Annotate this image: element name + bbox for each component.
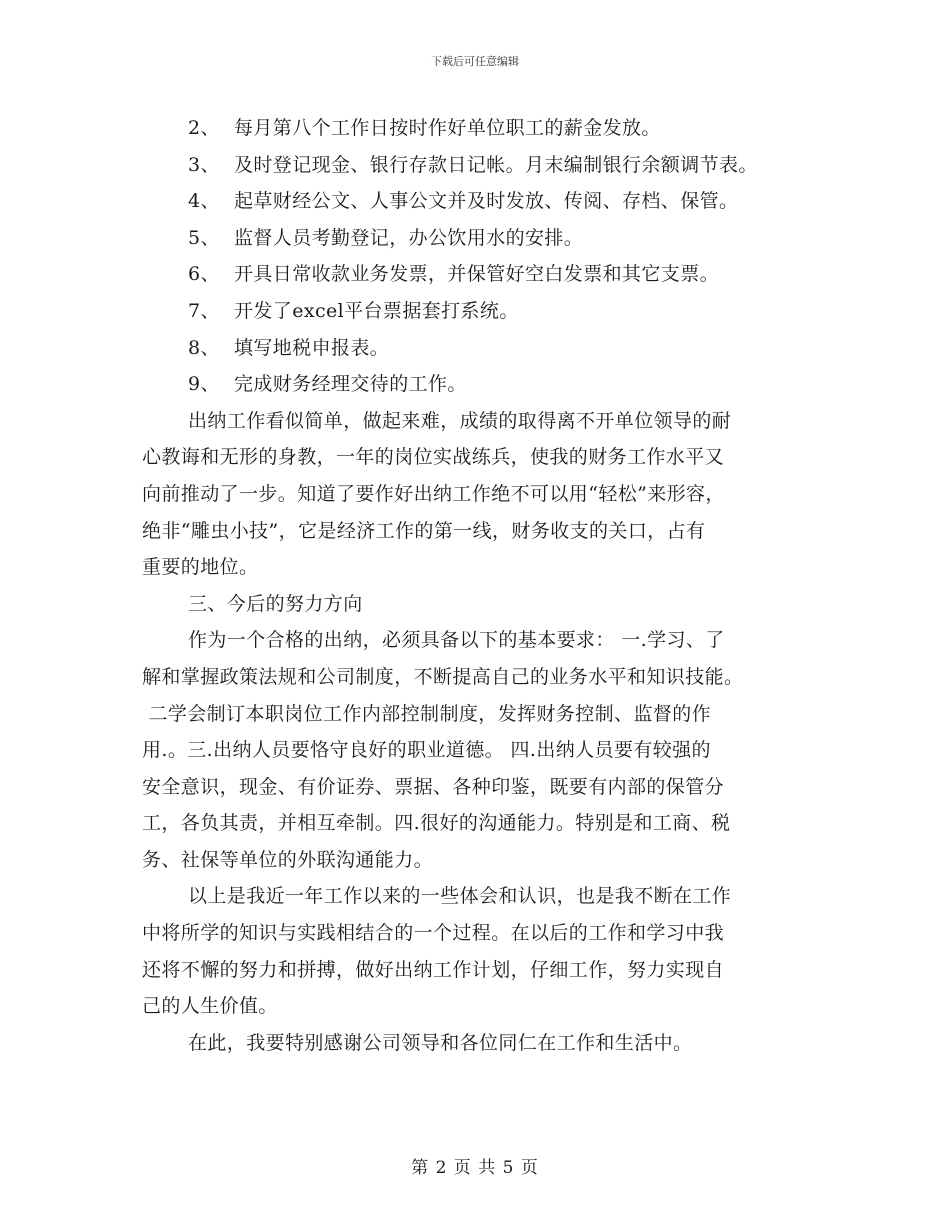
paragraph-line: 以上是我近一年工作以来的一些体会和认识，也是我不断在工作 (188, 885, 732, 908)
page-number-footer: 第 2 页 共 5 页 (411, 1158, 539, 1178)
page-header: 下载后可任意编辑 (431, 55, 519, 68)
paragraph-line: 绝非“雕虫小技”，它是经济工作的第一线，财务收支的关口，占有 (142, 519, 706, 542)
list-item: 9、 完成财务经理交待的工作。 (188, 373, 467, 396)
list-item: 6、 开具日常收款业务发票，并保管好空白发票和其它支票。 (188, 263, 720, 286)
list-item: 5、 监督人员考勤登记，办公饮用水的安排。 (188, 226, 584, 249)
list-item: 8、 填写地税申报表。 (188, 336, 390, 359)
paragraph-line: 二学会制订本职岗位工作内部控制制度，发挥财务控制、监督的作 (142, 702, 712, 725)
paragraph-line: 作为一个合格的出纳，必须具备以下的基本要求： 一.学习、了 (188, 629, 725, 652)
paragraph-line: 用.。三.出纳人员要恪守良好的职业道德。 四.出纳人员要有较强的 (142, 739, 711, 762)
list-item: 4、 起草财经公文、人事公文并及时发放、传阅、存档、保管。 (188, 190, 739, 213)
list-item: 3、 及时登记现金、银行存款日记帐。月末编制银行余额调节表。 (188, 153, 758, 176)
paragraph-line: 出纳工作看似简单，做起来难，成绩的取得离不开单位领导的耐 (188, 409, 732, 432)
paragraph-line: 工，各负其责，并相互牵制。四.很好的沟通能力。特别是和工商、税 (142, 812, 731, 835)
paragraph-line: 中将所学的知识与实践相结合的一个过程。在以后的工作和学习中我 (142, 922, 725, 945)
paragraph-line: 向前推动了一步。知道了要作好出纳工作绝不可以用“轻松”来形容， (142, 482, 725, 505)
paragraph-line: 解和掌握政策法规和公司制度，不断提高自己的业务水平和知识技能。 (142, 665, 744, 688)
paragraph-line: 己的人生价值。 (142, 995, 278, 1018)
paragraph-line: 心教诲和无形的身教，一年的岗位实战练兵，使我的财务工作水平又 (142, 446, 725, 469)
document-body (142, 110, 812, 1061)
paragraph-line: 重要的地位。 (142, 556, 259, 579)
paragraph-line: 在此，我要特别感谢公司领导和各位同仁在工作和生活中。 (188, 1031, 693, 1054)
paragraph-line: 安全意识，现金、有价证券、票据、各种印鉴，既要有内部的保管分 (142, 775, 725, 798)
list-item: 2、 每月第八个工作日按时作好单位职工的薪金发放。 (188, 117, 661, 139)
paragraph-line: 还将不懈的努力和拼搏，做好出纳工作计划，仔细工作，努力实现自 (142, 958, 725, 981)
list-item: 7、 开发了excel平台票据套打系统。 (188, 299, 519, 322)
paragraph-line: 务、社保等单位的外联沟通能力。 (142, 848, 434, 871)
section-heading: 三、今后的努力方向 (188, 592, 363, 615)
